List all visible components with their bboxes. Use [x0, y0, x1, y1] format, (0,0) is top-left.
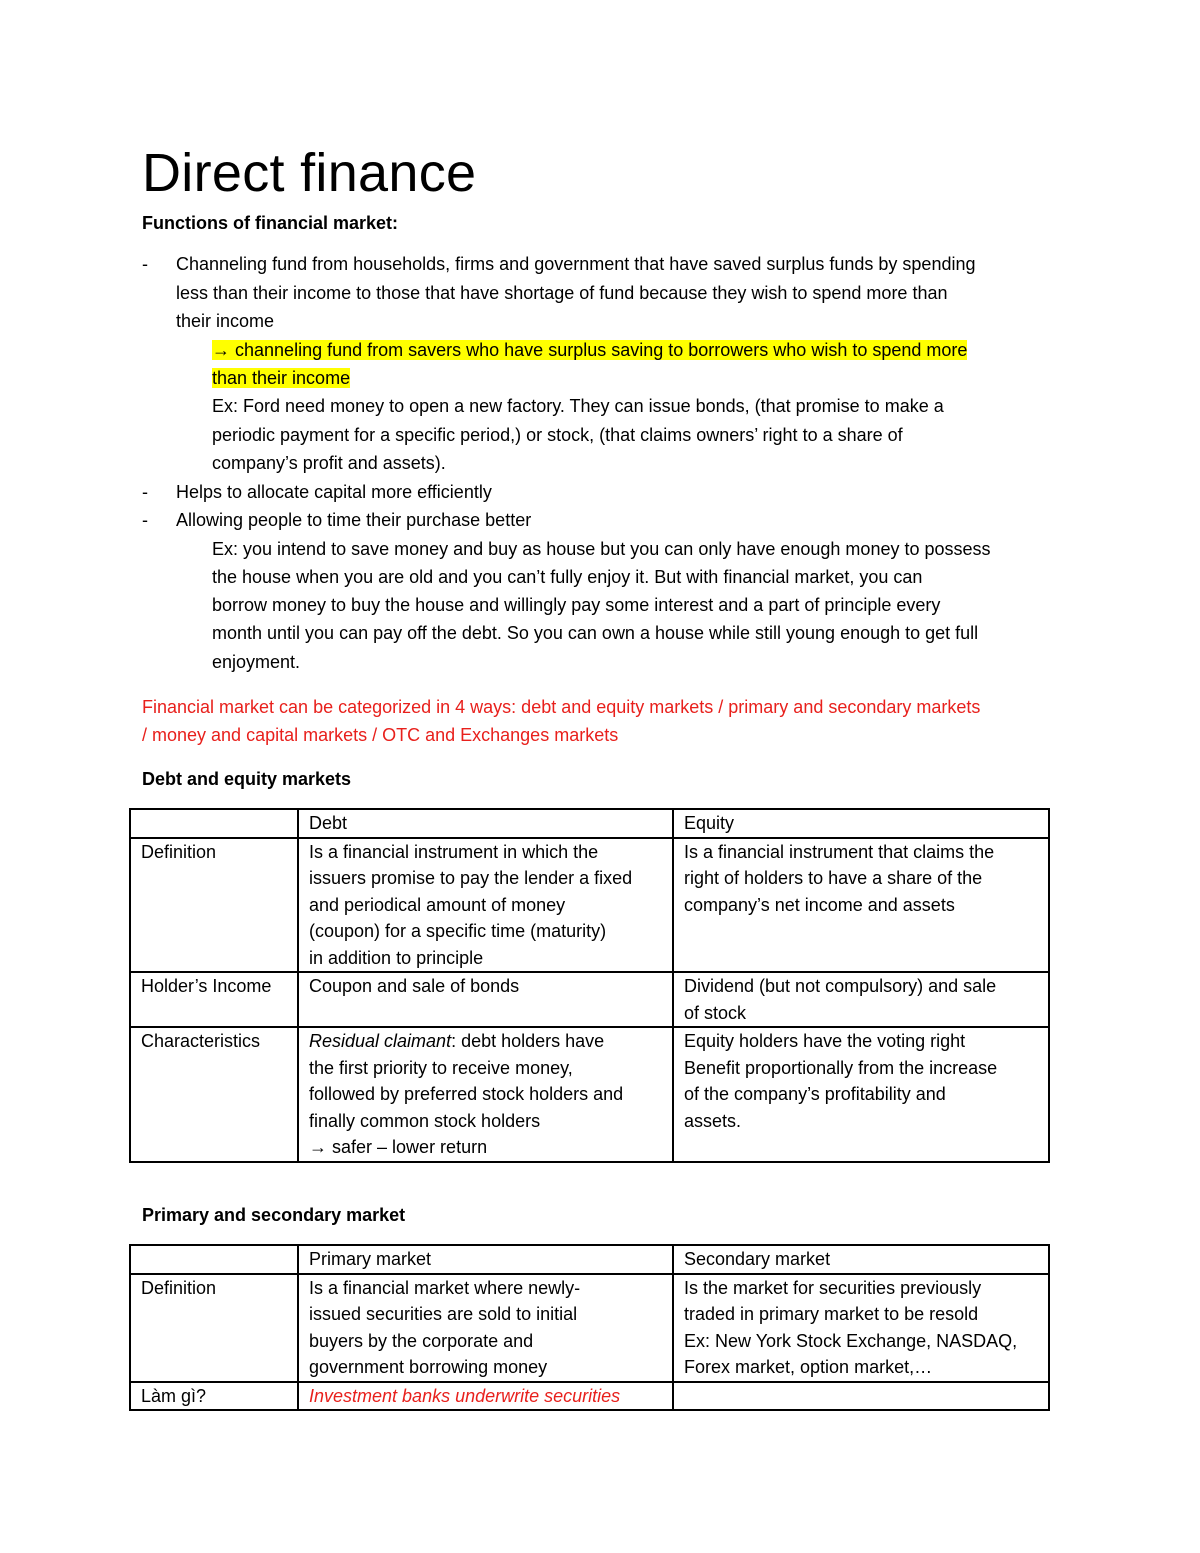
row-label: Characteristics	[130, 1027, 298, 1162]
row-label: Holder’s Income	[130, 972, 298, 1027]
categorized-line: / money and capital markets / OTC and Exchanges markets	[142, 725, 619, 745]
table-row	[130, 1027, 1049, 1162]
bullet-marker: -	[142, 510, 148, 530]
example-line: the house when you are old and you can’t fully enjoy it. But with financial market, you can	[212, 567, 923, 587]
table-header-cell: Equity	[673, 809, 1049, 838]
row-label: Definition	[130, 838, 298, 973]
bullet1-line: less than their income to those that have shortage of fund because they wish to spend more than	[176, 283, 948, 303]
page-title: Direct finance	[142, 143, 477, 203]
functions-heading: Functions of financial market:	[142, 213, 399, 233]
bullet-marker: -	[142, 482, 148, 502]
example-line: periodic payment for a specific period,) or stock, (that claims owners’ right to a share of	[212, 425, 903, 445]
example-line: Ex: Ford need money to open a new factory. They can issue bonds, (that promise to make a	[212, 396, 944, 416]
table-row	[130, 1382, 1049, 1411]
table-row	[130, 838, 1049, 973]
table-header-cell: Debt	[298, 809, 673, 838]
categorized-line: Financial market can be categorized in 4 ways: debt and equity markets / primary and secondary markets	[142, 697, 981, 717]
table-cell: Is a financial market where newly- issued securities are sold to initial buyers by the corporate and government borrowing money	[298, 1274, 673, 1382]
arrow-right-icon: →	[212, 340, 230, 360]
table-header-cell: Primary market	[298, 1245, 673, 1274]
example-line: Ex: you intend to save money and buy as house but you can only have enough money to possess	[212, 539, 991, 559]
example-line: borrow money to buy the house and willingly pay some interest and a part of principle every	[212, 595, 941, 615]
debt-equity-table	[129, 808, 1050, 1163]
table-row	[130, 972, 1049, 1027]
arrow-right-icon: →	[309, 1137, 327, 1157]
primary-secondary-heading: Primary and secondary market	[142, 1205, 406, 1225]
table-header-row	[130, 809, 1049, 838]
bullet2-text: Helps to allocate capital more efficiently	[176, 482, 492, 502]
bullet1-line: their income	[176, 311, 275, 331]
table-header-cell: Secondary market	[673, 1245, 1049, 1274]
table-cell: Is a financial instrument in which the issuers promise to pay the lender a fixed and periodical amount of money (coupon) for a specific time (maturity) in addition to principle	[298, 838, 673, 973]
row-label: Làm gì?	[130, 1382, 298, 1411]
bullet-marker: -	[142, 254, 148, 274]
example-line: company’s profit and assets).	[212, 453, 446, 473]
table-cell: Investment banks underwrite securities	[298, 1382, 673, 1411]
primary-secondary-table	[129, 1244, 1050, 1411]
example-line: month until you can pay off the debt. So you can own a house while still young enough to get full	[212, 623, 979, 643]
table-cell: Residual claimant: debt holders have the first priority to receive money, followed by preferred stock holders and finally common stock holders → safer – lower return	[298, 1027, 673, 1162]
table-cell: Is a financial instrument that claims the right of holders to have a share of the company’s net income and assets	[673, 838, 1049, 973]
table-header-cell	[130, 809, 298, 838]
table-header-cell	[130, 1245, 298, 1274]
bullet3-text: Allowing people to time their purchase better	[176, 510, 532, 530]
table-header-row	[130, 1245, 1049, 1274]
table-row	[130, 1274, 1049, 1382]
table-cell: Is the market for securities previously traded in primary market to be resold Ex: New York Stock Exchange, NASDAQ, Forex market, option market,…	[673, 1274, 1049, 1382]
row-label: Definition	[130, 1274, 298, 1382]
table-cell: Coupon and sale of bonds	[298, 972, 673, 1027]
table-cell: Dividend (but not compulsory) and sale of stock	[673, 972, 1049, 1027]
bullet1-line: Channeling fund from households, firms and government that have saved surplus funds by spending	[176, 254, 976, 274]
table-cell: Equity holders have the voting right Benefit proportionally from the increase of the company’s profitability and assets.	[673, 1027, 1049, 1162]
table-cell	[673, 1382, 1049, 1411]
debt-equity-heading: Debt and equity markets	[142, 769, 352, 789]
example-line: enjoyment.	[212, 652, 301, 672]
highlight-line: than their income	[212, 368, 351, 388]
highlight-line: → channeling fund from savers who have surplus saving to borrowers who wish to spend more	[212, 340, 968, 360]
